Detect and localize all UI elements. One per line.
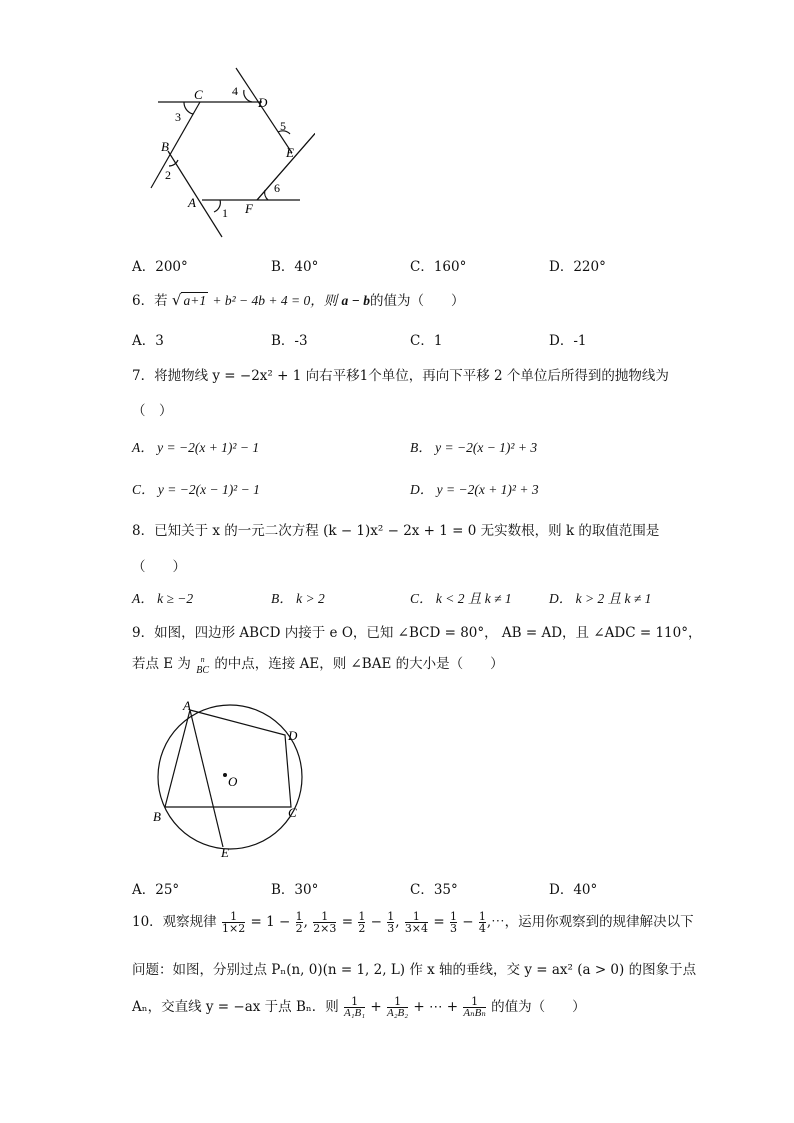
center-dot: [223, 773, 227, 777]
text: + ⋯ +: [413, 999, 459, 1015]
arc-angle-3: [184, 102, 193, 114]
fraction: [296, 911, 303, 934]
q7-option-d[interactable]: D． y = −2(x + 1)² + 3: [410, 482, 539, 497]
q5-option-b[interactable]: B．40°: [271, 259, 319, 275]
denominator: 3×4: [404, 922, 429, 935]
q8-option-b[interactable]: B． k > 2: [271, 591, 325, 606]
fraction: [405, 911, 428, 934]
text: =: [433, 914, 445, 930]
q10-stem-line3: [132, 995, 586, 1019]
q6-expr: a − b: [341, 293, 370, 308]
q6-prefix: 6．若: [132, 293, 168, 309]
denominator: 3: [449, 922, 457, 935]
q6-option-d[interactable]: D．-1: [549, 333, 587, 349]
text: −: [370, 914, 382, 930]
numerator: 1: [478, 910, 486, 923]
hexagon-figure: [140, 62, 315, 242]
q6-suffix: 的值为（ ）: [369, 293, 465, 309]
q9-stem-line2: [132, 652, 504, 676]
label-e: E: [286, 145, 294, 160]
arc-bc: [196, 654, 209, 676]
denominator: 2×3: [313, 922, 337, 935]
numerator: 1: [295, 910, 303, 923]
numerator: 1: [387, 910, 395, 923]
text: Aₙ，交直线 y = −ax 于点 Bₙ．则: [132, 999, 339, 1015]
label-angle-5: 5: [280, 119, 286, 133]
numerator: 1: [394, 995, 402, 1008]
sqrt-sign: √: [171, 291, 182, 309]
circle-figure: [145, 695, 315, 865]
q10-stem-line2: 问题：如图，分别过点 Pₙ(n, 0)(n = 1, 2, L) 作 x 轴的垂线，交 y = ax² (a > 0) 的图象于点: [132, 962, 697, 978]
numerator: 1: [412, 910, 420, 923]
q8-stem-line2: （ ）: [132, 559, 186, 575]
label-angle-3: 3: [175, 110, 181, 124]
q8-option-a[interactable]: A． k ≥ −2: [132, 591, 194, 606]
denominator: AₙBₙ: [463, 1007, 486, 1019]
numerator: 1: [351, 995, 359, 1008]
q6-middle: + b² − 4b + 4 = 0，则: [212, 293, 338, 308]
label-a: A: [188, 195, 196, 210]
q9-line2-a: 若点 E 为: [132, 656, 191, 672]
denominator: 2: [295, 922, 303, 935]
q9-option-d[interactable]: D．40°: [549, 882, 598, 898]
q6-radicand: a+1: [183, 293, 207, 308]
text: 的值为（ ）: [491, 999, 586, 1015]
q6-stem: [132, 289, 464, 309]
label-f: F: [245, 201, 253, 216]
q7-stem-line2: （ ）: [132, 403, 173, 419]
q9-option-a[interactable]: A．25°: [132, 882, 180, 898]
label-e: E: [221, 845, 229, 860]
denominator: 1×2: [221, 922, 246, 935]
arc-label: BC: [196, 664, 210, 676]
label-angle-4: 4: [232, 84, 238, 98]
text: ,: [395, 914, 400, 930]
q9-stem-line1: 9．如图，四边形 ABCD 内接于 e O，已知 ∠BCD = 80°， AB = AD，且 ∠ADC = 110°，: [132, 625, 702, 641]
arc-angle-1: [214, 200, 220, 212]
fraction: [344, 996, 365, 1019]
q9-line2-b: 的中点，连接 AE，则 ∠BAE 的大小是（ ）: [214, 656, 504, 672]
numerator: 1: [449, 910, 457, 923]
q8-option-d[interactable]: D． k > 2 且 k ≠ 1: [549, 591, 652, 606]
denominator: 2: [358, 922, 366, 935]
q7-option-b[interactable]: B． y = −2(x − 1)² + 3: [410, 440, 538, 455]
text: +: [370, 999, 382, 1015]
q8-option-c[interactable]: C． k < 2 且 k ≠ 1: [410, 591, 512, 606]
segment-ae: [190, 710, 223, 847]
denominator: 3: [387, 922, 395, 935]
fraction: [358, 911, 365, 934]
q6-option-c[interactable]: C．1: [410, 333, 443, 349]
fraction: [450, 911, 457, 934]
arc-mark: n: [200, 654, 205, 664]
q7-option-a[interactable]: A． y = −2(x + 1)² − 1: [132, 440, 260, 455]
label-angle-1: 1: [222, 206, 228, 220]
fraction: [479, 911, 486, 934]
text: = 1 −: [250, 914, 291, 930]
q5-option-d[interactable]: D．220°: [549, 259, 606, 275]
line-de: [236, 68, 292, 153]
fraction: [222, 911, 245, 934]
label-angle-2: 2: [165, 168, 171, 182]
label-angle-6: 6: [274, 181, 280, 195]
q5-option-a[interactable]: A．200°: [132, 259, 188, 275]
denominator: A₁B₁: [344, 1007, 366, 1019]
q9-option-b[interactable]: B．30°: [271, 882, 319, 898]
numerator: 1: [321, 910, 329, 923]
text: −: [462, 914, 474, 930]
label-a: A: [183, 698, 191, 713]
q6-option-a[interactable]: A．3: [132, 333, 164, 349]
denominator: A₂B₂: [387, 1007, 409, 1019]
label-d: D: [288, 728, 298, 743]
label-d: D: [258, 95, 268, 110]
quadrilateral-abcd: [165, 710, 291, 807]
label-c: C: [194, 87, 203, 102]
arc-angle-6: [265, 190, 268, 200]
numerator: 1: [230, 910, 238, 923]
q7-stem-line1: 7．将抛物线 y = −2x² + 1 向右平移1个单位，再向下平移 2 个单位后所得到的抛物线为: [132, 368, 669, 384]
text: =: [341, 914, 354, 930]
q5-option-c[interactable]: C．160°: [410, 259, 467, 275]
label-b: B: [161, 139, 169, 154]
q6-option-b[interactable]: B．-3: [271, 333, 308, 349]
fraction: [387, 996, 408, 1019]
q10-intro: 10．观察规律: [132, 914, 217, 930]
text: ,: [303, 914, 308, 930]
q8-stem-line1: 8．已知关于 x 的一元二次方程 (k − 1)x² − 2x + 1 = 0 无实数根，则 k 的取值范围是: [132, 523, 660, 539]
label-c: C: [288, 805, 297, 820]
q9-option-c[interactable]: C．35°: [410, 882, 458, 898]
q10-stem-line1: [132, 910, 694, 934]
fraction: [387, 911, 394, 934]
arc-angle-4: [244, 90, 252, 102]
fraction: [313, 911, 336, 934]
denominator: 4: [478, 922, 486, 935]
numerator: 1: [471, 995, 479, 1008]
q7-option-c[interactable]: C． y = −2(x − 1)² − 1: [132, 482, 260, 497]
label-o: O: [228, 774, 238, 789]
fraction: [463, 996, 485, 1019]
text: ,⋯，运用你观察到的规律解决以下: [486, 914, 694, 930]
label-b: B: [153, 809, 161, 824]
numerator: 1: [358, 910, 366, 923]
